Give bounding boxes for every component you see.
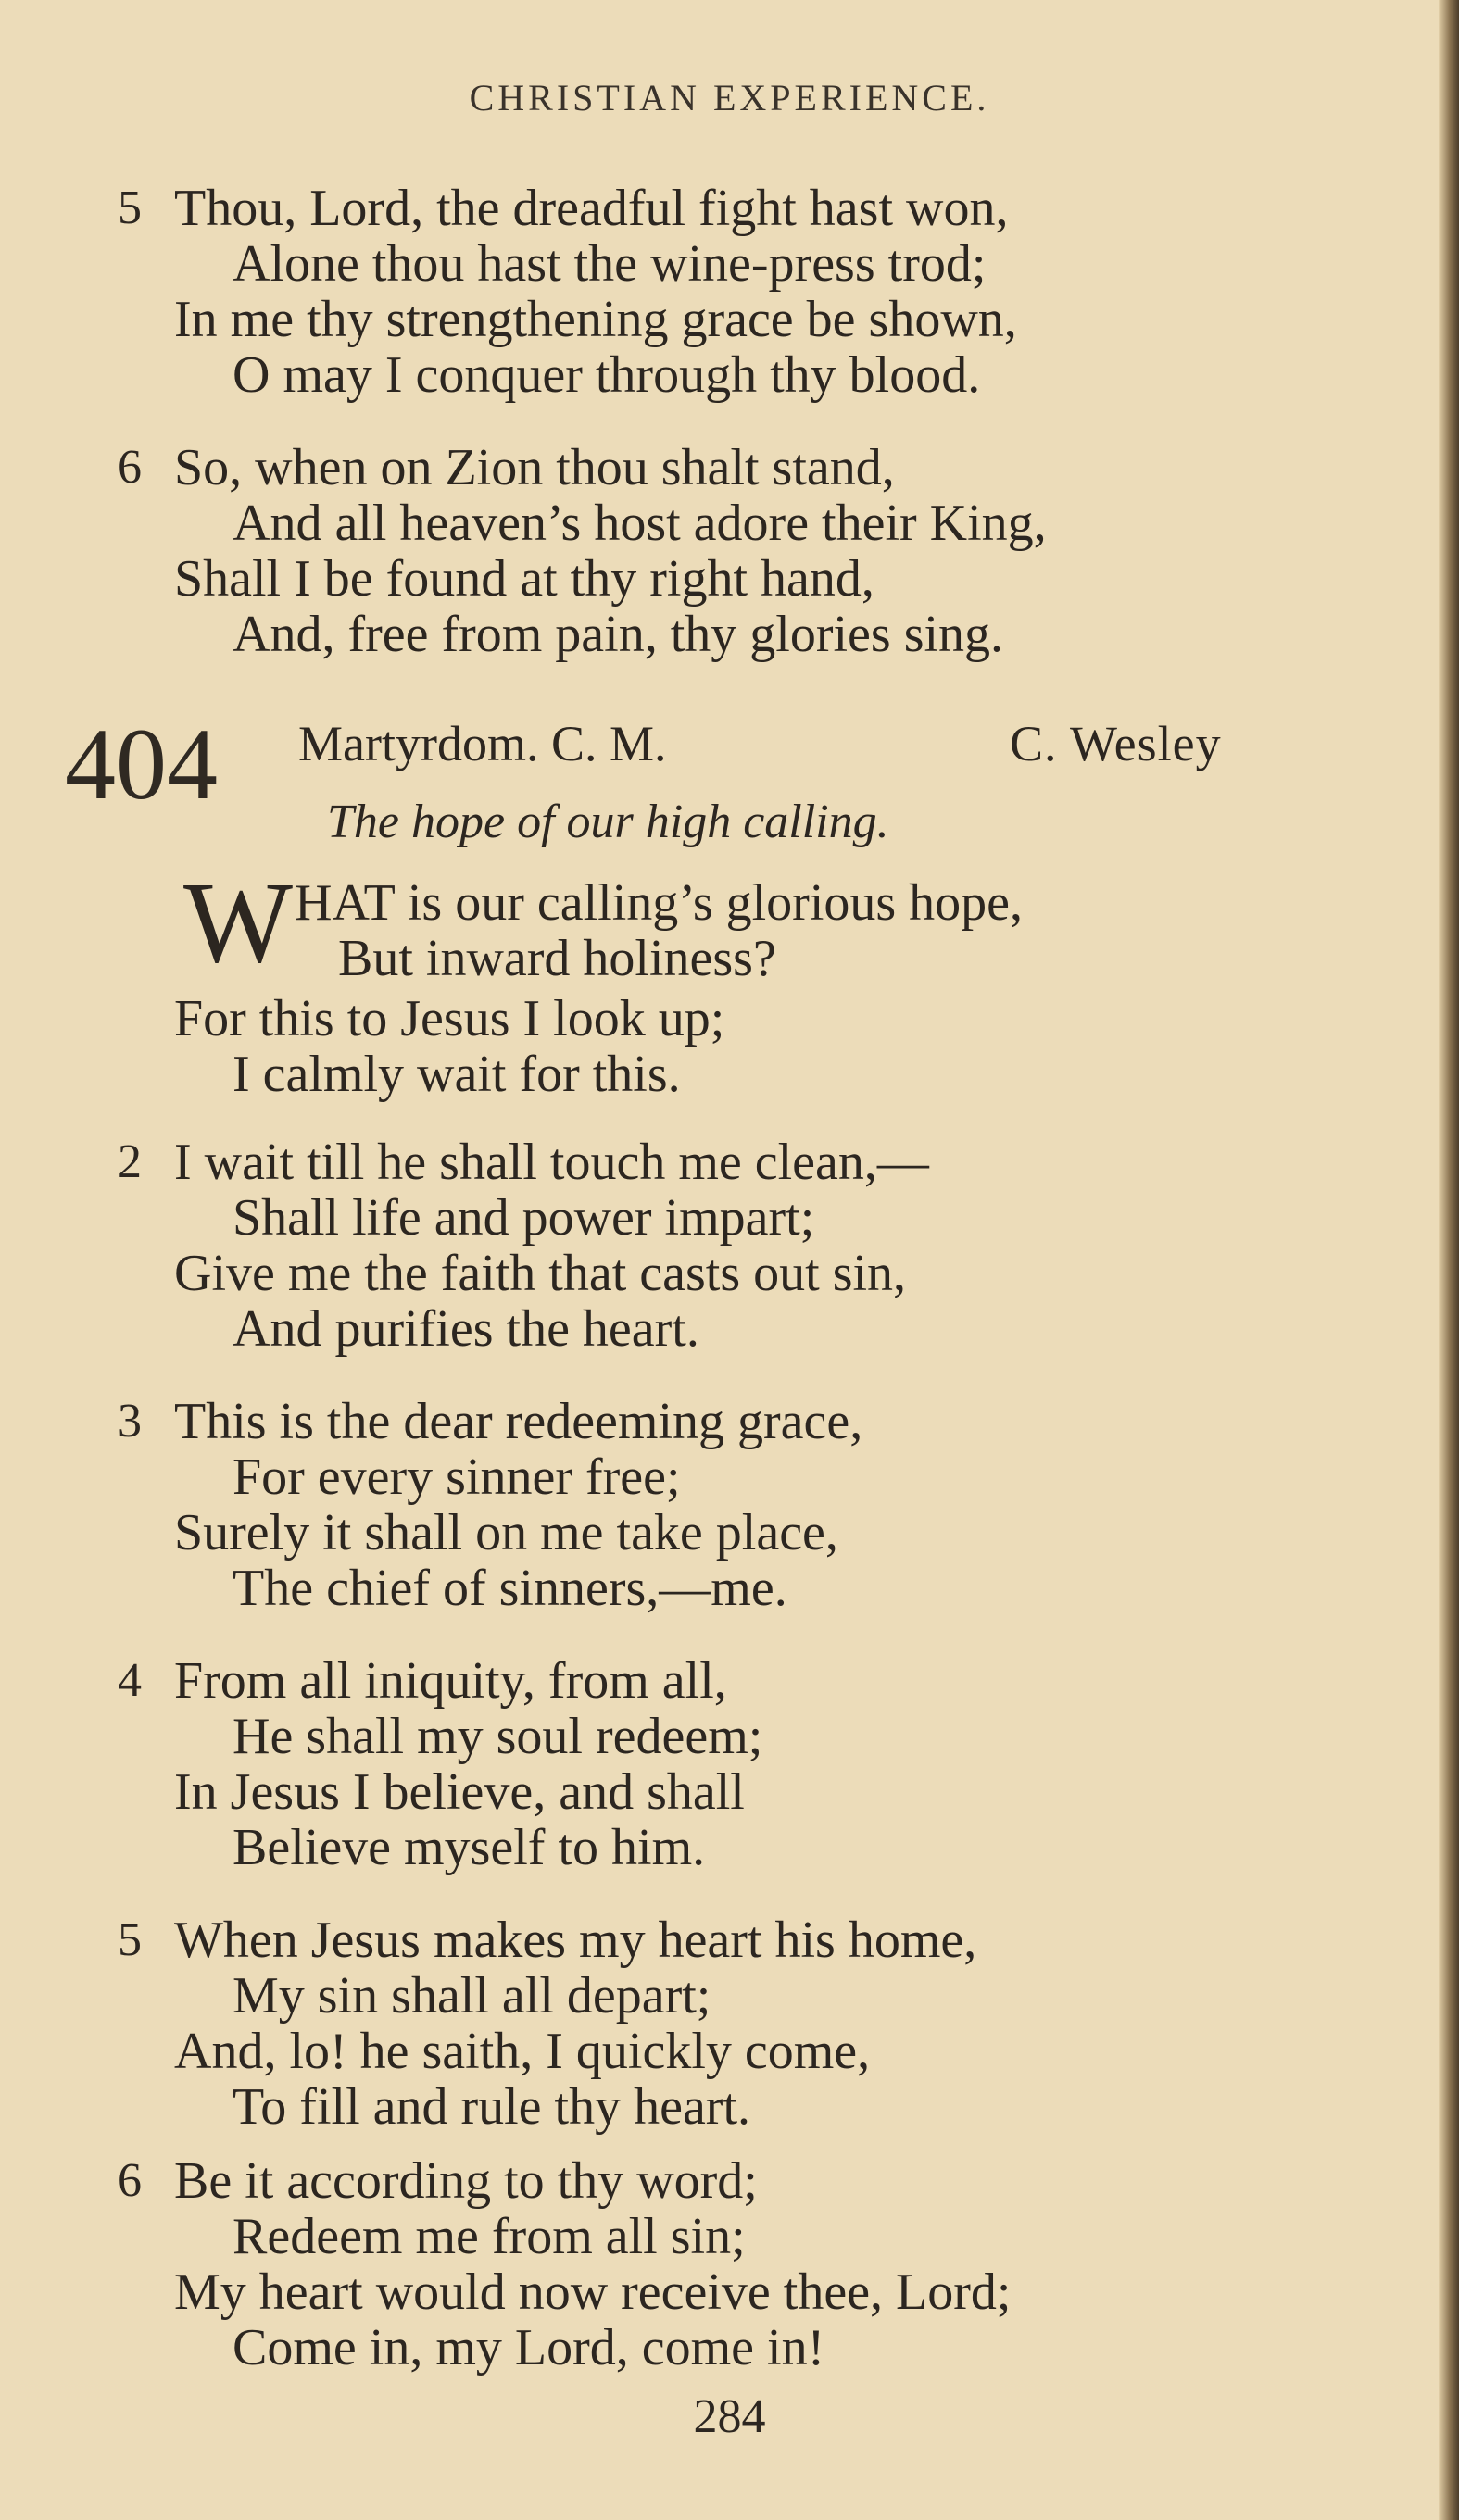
stanza-number: 2 [118, 1135, 142, 1188]
stanza-line: Thou, Lord, the dreadful fight hast won, [174, 180, 1009, 237]
stanza-line: Surely it shall on me take place, [174, 1504, 838, 1561]
stanza-line: O may I conquer through thy blood. [233, 346, 981, 404]
stanza-line: And, free from pain, thy glories sing. [233, 606, 1004, 663]
stanza-line: When Jesus makes my heart his home, [174, 1912, 977, 1969]
stanza-line: To fill and rule thy heart. [233, 2078, 751, 2136]
stanza-line: He shall my soul redeem; [233, 1708, 763, 1765]
stanza-line: HAT is our calling’s glorious hope, [295, 874, 1024, 932]
stanza-line: My sin shall all depart; [233, 1967, 711, 2025]
drop-cap: W [183, 859, 293, 987]
stanza-line: Redeem me from all sin; [233, 2208, 746, 2265]
hymn-subtitle: The hope of our high calling. [327, 796, 889, 848]
stanza-line: And purifies the heart. [233, 1300, 699, 1358]
stanza-line: This is the dear redeeming grace, [174, 1393, 863, 1450]
stanza-number: 6 [118, 2154, 142, 2207]
stanza-line: Believe myself to him. [233, 1819, 706, 1876]
stanza-number: 5 [118, 182, 142, 234]
hymn-author: C. Wesley [1010, 716, 1222, 771]
running-header: CHRISTIAN EXPERIENCE. [469, 77, 990, 119]
stanza-number: 3 [118, 1395, 142, 1448]
stanza-line: Come in, my Lord, come in! [233, 2319, 825, 2376]
page-edge [1439, 0, 1459, 2520]
stanza-number: 6 [118, 441, 142, 494]
stanza-line: But inward holiness? [338, 930, 776, 987]
stanza-line: Shall I be found at thy right hand, [174, 550, 874, 608]
stanza-line: In Jesus I believe, and shall [174, 1763, 745, 1821]
stanza-line: Shall life and power impart; [233, 1189, 815, 1247]
stanza-number: 5 [118, 1913, 142, 1966]
tune-name: Martyrdom. C. M. [298, 716, 667, 771]
stanza-number: 4 [118, 1654, 142, 1707]
stanza-line: Give me the faith that casts out sin, [174, 1245, 907, 1302]
stanza-line: In me thy strengthening grace be shown, [174, 291, 1017, 348]
stanza-line: And all heaven’s host adore their King, [233, 495, 1047, 552]
stanza-line: From all iniquity, from all, [174, 1652, 727, 1710]
stanza-line: The chief of sinners,—me. [233, 1560, 787, 1617]
stanza-line: And, lo! he saith, I quickly come, [174, 2023, 871, 2080]
stanza-line: So, when on Zion thou shalt stand, [174, 439, 895, 496]
stanza-line: Alone thou hast the wine-press trod; [233, 235, 987, 293]
stanza-line: My heart would now receive thee, Lord; [174, 2263, 1012, 2321]
stanza-line: For every sinner free; [233, 1448, 681, 1506]
hymn-number: 404 [65, 708, 218, 821]
stanza-line: Be it according to thy word; [174, 2152, 758, 2210]
stanza-line: I wait till he shall touch me clean,— [174, 1134, 929, 1191]
page-number: 284 [693, 2390, 766, 2443]
stanza-line: For this to Jesus I look up; [174, 990, 725, 1047]
stanza-line: I calmly wait for this. [233, 1046, 681, 1103]
